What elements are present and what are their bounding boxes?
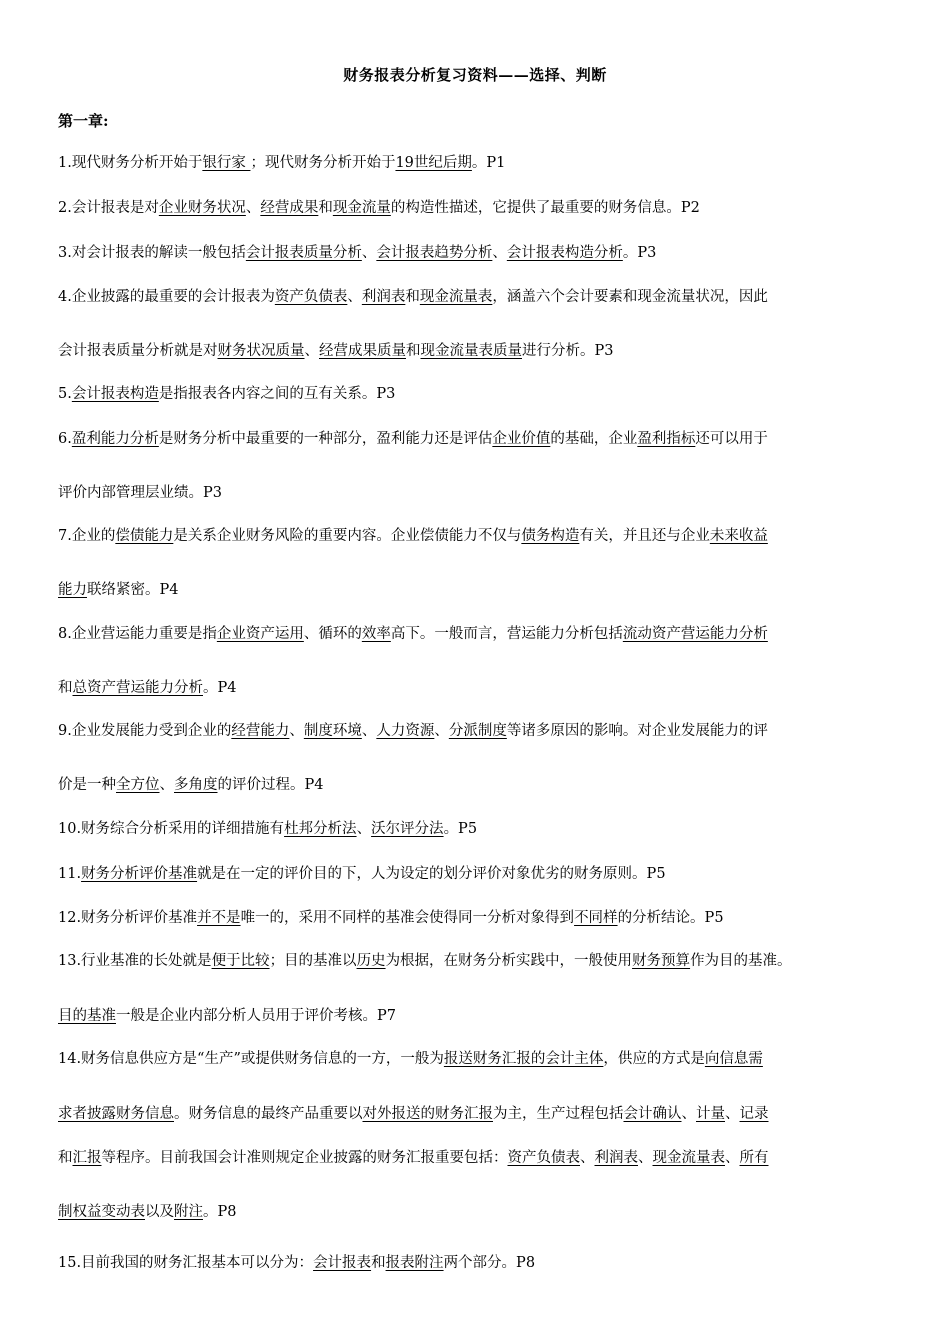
underlined-term: 会计报表构造 — [71, 386, 159, 402]
text-segment: 、 — [361, 245, 377, 261]
underlined-term: 现金流量表 — [419, 289, 493, 305]
text-segment: 就是在一定的评价目的下，人为设定的划分评价对象优劣的财务原则。P5 — [197, 866, 666, 882]
underlined-term: 全方位 — [116, 777, 160, 793]
text-segment: 、 — [434, 723, 449, 739]
text-line — [58, 1103, 898, 1125]
text-segment: 的基础，企业 — [550, 431, 638, 447]
text-line — [58, 1005, 898, 1027]
text-segment: 。P3 — [622, 245, 657, 261]
underlined-term: 人力资源 — [376, 723, 435, 739]
underlined-term: 目的基准 — [58, 1008, 116, 1024]
underlined-term: 向信息需 — [704, 1051, 763, 1067]
text-segment: 。P4 — [203, 680, 237, 696]
text-segment: 、 — [638, 1150, 653, 1166]
underlined-term: 盈利能力分析 — [71, 431, 159, 447]
text-segment: 是指报表各内容之间的互有关系。P3 — [158, 386, 396, 402]
text-segment: 。P8 — [203, 1204, 237, 1220]
underlined-term: 现金流量表质量 — [420, 343, 522, 359]
text-segment: ，供应的方式是 — [603, 1051, 705, 1067]
text-segment: 会计报表质量分析就是对 — [58, 343, 218, 359]
underlined-term: 经营成果 — [260, 200, 319, 216]
underlined-term: 偿债能力 — [115, 528, 174, 544]
text-line — [58, 340, 898, 362]
text-segment: 、 — [681, 1106, 696, 1122]
text-segment: 、 — [361, 723, 377, 739]
text-line — [58, 774, 898, 796]
text-segment: 、 — [725, 1106, 740, 1122]
text-line — [58, 525, 898, 547]
underlined-term: 所有 — [739, 1150, 769, 1166]
document-title: 财务报表分析复习资料——选择、判断 — [343, 66, 607, 84]
text-segment: 、 — [725, 1150, 740, 1166]
underlined-term: 现金流量表 — [652, 1150, 725, 1166]
underlined-term: 企业资产运用 — [216, 626, 304, 642]
text-segment: 6. — [58, 431, 72, 447]
text-line — [58, 1147, 898, 1169]
text-segment: 的评价过程。P4 — [217, 777, 324, 793]
text-line — [58, 242, 898, 264]
text-segment: 等程序。目前我国会计准则规定企业披露的财务汇报重要包括： — [101, 1150, 508, 1166]
text-segment: 。P1 — [471, 155, 506, 171]
underlined-term: 分派制度 — [448, 723, 507, 739]
text-line — [58, 383, 898, 405]
text-segment: 的构造性描述，它提供了最重要的财务信息。P2 — [390, 200, 700, 216]
text-segment: 以及 — [145, 1204, 174, 1220]
text-segment: 为主，生产过程包括 — [493, 1106, 624, 1122]
underlined-term: 盈利指标 — [637, 431, 696, 447]
underlined-term: 报送财务汇报的会计主体 — [443, 1051, 604, 1067]
underlined-term: 流动资产营运能力分析 — [622, 626, 768, 642]
text-line — [58, 677, 898, 699]
underlined-term: 并不是 — [197, 910, 241, 926]
text-line — [58, 286, 898, 308]
text-segment: 10.财务综合分析采用的详细措施有 — [58, 821, 285, 837]
underlined-term: 利润表 — [594, 1150, 638, 1166]
underlined-term: 沃尔评分法 — [371, 821, 444, 837]
text-line — [58, 1201, 898, 1223]
text-line — [58, 950, 898, 972]
underlined-term: 会计报表质量分析 — [245, 245, 362, 261]
underlined-term: 会计报表 — [313, 1255, 372, 1271]
text-segment: 唯一的，采用不同样的基准会使得同一分析对象得到 — [240, 910, 575, 926]
text-line — [58, 623, 898, 645]
text-segment: 和 — [318, 200, 333, 216]
underlined-term: 制权益变动表 — [58, 1204, 145, 1220]
text-line — [58, 818, 898, 840]
text-segment: 价是一种 — [58, 777, 116, 793]
text-line — [58, 579, 898, 601]
text-segment: 进行分析。P3 — [522, 343, 614, 359]
text-line — [58, 907, 898, 929]
chapter-heading: 第一章: — [58, 112, 109, 130]
underlined-term: 杜邦分析法 — [284, 821, 357, 837]
text-segment: 。财务信息的最终产品重要以 — [174, 1106, 363, 1122]
underlined-term: 财务分析评价基准 — [81, 866, 198, 882]
text-segment: 8.企业营运能力重要是指 — [58, 626, 217, 642]
underlined-term: 企业财务状况 — [158, 200, 246, 216]
text-segment: 9.企业发展能力受到企业的 — [58, 723, 232, 739]
text-segment: 、 — [492, 245, 507, 261]
text-segment: 等诸多原因的影响。对企业发展能力的评 — [506, 723, 768, 739]
text-line — [58, 720, 898, 742]
underlined-term: 记录 — [739, 1106, 769, 1122]
underlined-term: 经营能力 — [231, 723, 290, 739]
underlined-term: 19世纪后期 — [395, 155, 472, 171]
underlined-term: 银行家 — [202, 155, 251, 171]
text-line — [58, 1252, 898, 1274]
text-segment: ；现代财务分析开始于 — [250, 155, 396, 171]
underlined-term: 未来收益 — [709, 528, 768, 544]
underlined-term: 会计报表构造分析 — [506, 245, 623, 261]
text-segment: 两个部分。P8 — [443, 1255, 536, 1271]
underlined-term: 财务状况质量 — [217, 343, 305, 359]
underlined-term: 资产负债表 — [274, 289, 348, 305]
text-segment: ，涵盖六个会计要素和现金流量状况，因此 — [492, 289, 768, 305]
text-segment: 1.现代财务分析开始于 — [58, 155, 203, 171]
text-segment: 为根据，在财务分析实践中，一般使用 — [385, 953, 633, 969]
text-segment: 是财务分析中最重要的一种部分，盈利能力还是评估 — [158, 431, 493, 447]
text-segment: 11. — [58, 866, 82, 882]
text-segment: 和 — [58, 680, 73, 696]
text-segment: 、 — [159, 777, 174, 793]
text-segment: 和 — [371, 1255, 386, 1271]
text-segment: 。P5 — [443, 821, 478, 837]
text-line — [58, 152, 898, 174]
underlined-term: 求者披露财务信息 — [58, 1106, 174, 1122]
text-segment: 、 — [580, 1150, 595, 1166]
text-segment: 联络紧密。P4 — [87, 582, 179, 598]
text-line — [58, 428, 898, 450]
text-segment: 14.财务信息供应方是“生产”或提供财务信息的一方，一般为 — [58, 1051, 444, 1067]
underlined-term: 汇报 — [72, 1150, 102, 1166]
text-segment: 和 — [405, 289, 420, 305]
text-segment: 有关，并且还与企业 — [579, 528, 710, 544]
text-segment: 5. — [58, 386, 72, 402]
text-segment: 4.企业披露的最重要的会计报表为 — [58, 289, 275, 305]
underlined-term: 报表附注 — [385, 1255, 444, 1271]
text-line — [58, 197, 898, 219]
underlined-term: 总资产营运能力分析 — [72, 680, 203, 696]
text-segment: 、 — [304, 343, 319, 359]
text-segment: 一般是企业内部分析人员用于评价考核。P7 — [116, 1008, 396, 1024]
underlined-term: 不同样 — [574, 910, 618, 926]
text-segment: 评价内部管理层业绩。P3 — [58, 485, 222, 501]
text-line — [58, 1048, 898, 1070]
underlined-term: 能力 — [58, 582, 87, 598]
underlined-term: 资产负债表 — [507, 1150, 580, 1166]
underlined-term: 便于比较 — [211, 953, 270, 969]
text-segment: 是关系企业财务风险的重要内容。企业偿债能力不仅与 — [173, 528, 522, 544]
underlined-term: 效率 — [361, 626, 391, 642]
text-segment: 和 — [58, 1150, 73, 1166]
underlined-term: 历史 — [356, 953, 386, 969]
text-segment: 12.财务分析评价基准 — [58, 910, 198, 926]
text-line — [58, 482, 898, 504]
text-segment: 、 — [289, 723, 304, 739]
underlined-term: 制度环境 — [303, 723, 362, 739]
text-segment: 、 — [347, 289, 362, 305]
text-segment: 13.行业基准的长处就是 — [58, 953, 212, 969]
text-segment: 15.目前我国的财务汇报基本可以分为： — [58, 1255, 314, 1271]
text-segment: ；目的基准以 — [269, 953, 357, 969]
text-segment: 和 — [406, 343, 421, 359]
text-segment: 高下。一般而言，营运能力分析包括 — [390, 626, 623, 642]
underlined-term: 附注 — [174, 1204, 203, 1220]
underlined-term: 多角度 — [174, 777, 218, 793]
underlined-term: 会计报表趋势分析 — [376, 245, 493, 261]
underlined-term: 会计确认 — [623, 1106, 682, 1122]
text-line — [58, 863, 898, 885]
underlined-term: 现金流量 — [332, 200, 391, 216]
text-segment: 还可以用于 — [695, 431, 768, 447]
text-segment: 2.会计报表是对 — [58, 200, 159, 216]
underlined-term: 利润表 — [361, 289, 406, 305]
text-segment: 、 — [245, 200, 261, 216]
underlined-term: 财务预算 — [632, 953, 691, 969]
text-segment: 作为目的基准。 — [690, 953, 792, 969]
underlined-term: 债务构造 — [521, 528, 580, 544]
text-segment: 、 — [356, 821, 372, 837]
underlined-term: 计量 — [696, 1106, 725, 1122]
text-segment: 3.对会计报表的解读一般包括 — [58, 245, 246, 261]
text-segment: 、循环的 — [303, 626, 362, 642]
underlined-term: 经营成果质量 — [319, 343, 406, 359]
underlined-term: 对外报送的财务汇报 — [362, 1106, 493, 1122]
underlined-term: 企业价值 — [492, 431, 551, 447]
text-segment: 7.企业的 — [58, 528, 116, 544]
text-segment: 的分析结论。P5 — [617, 910, 724, 926]
